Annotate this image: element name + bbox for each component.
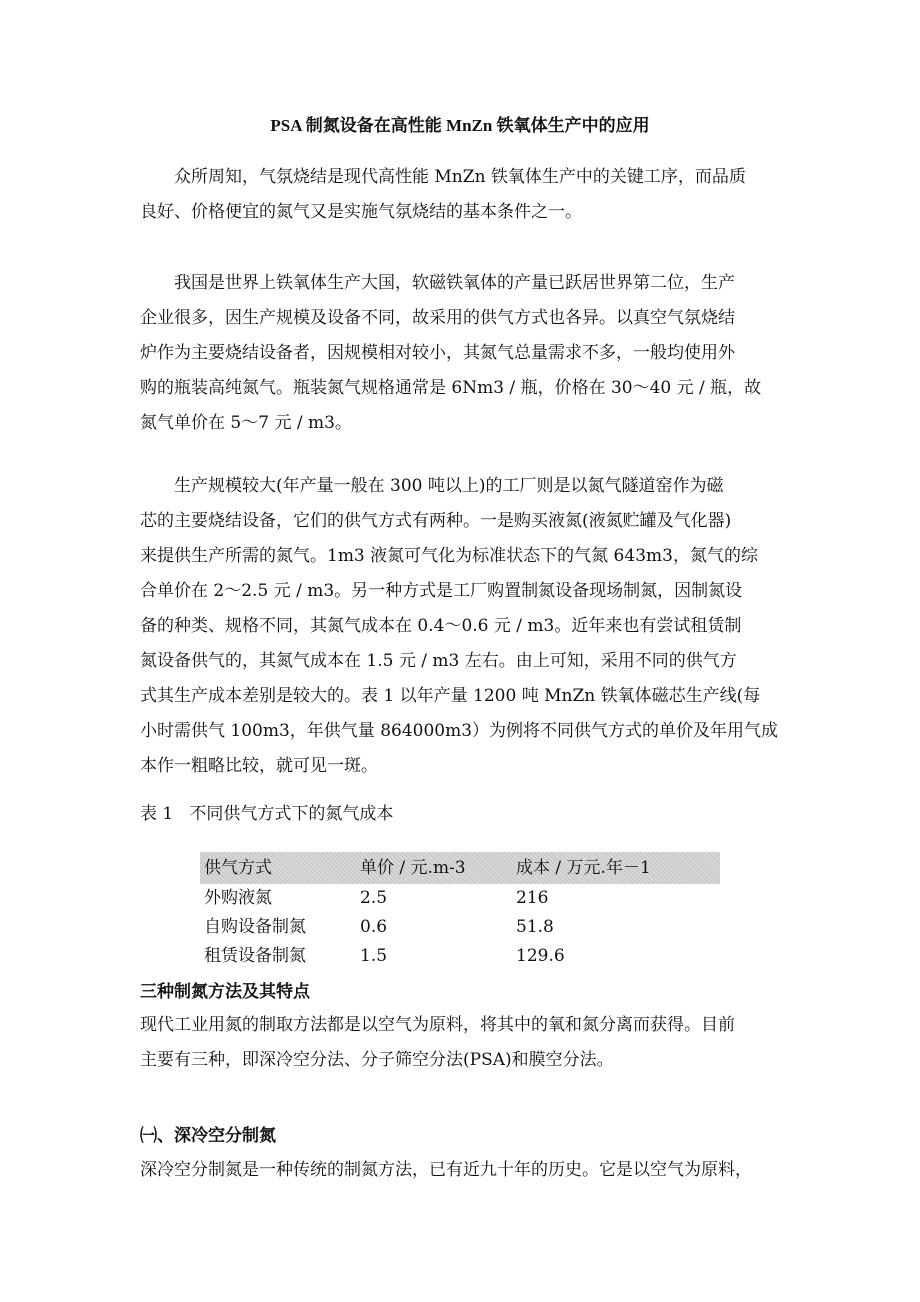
- table-cell: 129.6: [516, 946, 565, 966]
- paragraph-line: 深冷空分制氮是一种传统的制氮方法，已有近九十年的历史。它是以空气为原料，: [140, 1160, 752, 1180]
- table-cell: 租赁设备制氮: [204, 946, 306, 966]
- table-cell: 51.8: [516, 917, 554, 937]
- paragraph-line: 芯的主要烧结设备，它们的供气方式有两种。一是购买液氮(液氮贮罐及气化器): [140, 511, 732, 531]
- table-header-cell: 供气方式: [204, 858, 272, 878]
- paragraph-line: 我国是世界上铁氧体生产大国，软磁铁氧体的产量已跃居世界第二位，生产: [174, 273, 735, 293]
- paragraph-line: 炉作为主要烧结设备者，因规模相对较小，其氮气总量需求不多，一般均使用外: [140, 343, 735, 363]
- table-caption: 表 1 不同供气方式下的氮气成本: [140, 804, 394, 824]
- paragraph-line: 众所周知，气氛烧结是现代高性能 MnZn 铁氧体生产中的关键工序，而品质: [174, 167, 746, 187]
- paragraph-line: 式其生产成本差别是较大的。表 1 以年产量 1200 吨 MnZn 铁氧体磁芯生产线(每: [140, 686, 761, 706]
- table-row: [200, 884, 720, 913]
- paragraph-industry: [140, 266, 790, 441]
- paragraph-line: 合单价在 2～2.5 元 / m3。另一种方式是工厂购置制氮设备现场制氮，因制氮设: [140, 581, 743, 601]
- table-cell: 1.5: [360, 946, 388, 966]
- section-heading: 三种制氮方法及其特点: [140, 982, 310, 1002]
- table-cell: 0.6: [360, 917, 388, 937]
- table-header-row: [200, 852, 720, 884]
- paragraph-line: 现代工业用氮的制取方法都是以空气为原料，将其中的氧和氮分离而获得。目前: [140, 1015, 735, 1035]
- paragraph-supply: [140, 469, 790, 784]
- paragraph-line: 企业很多，因生产规模及设备不同，故采用的供气方式也各异。以真空气氛烧结: [140, 308, 735, 328]
- table-cell: 216: [516, 888, 549, 908]
- table-cell: 2.5: [360, 888, 388, 908]
- paragraph-line: 备的种类、规格不同，其氮气成本在 0.4～0.6 元 / m3。近年来也有尝试租赁制: [140, 616, 742, 636]
- document-title: PSA 制氮设备在高性能 MnZn 铁氧体生产中的应用: [270, 116, 650, 135]
- table-header-cell: 成本 / 万元.年－1: [516, 858, 651, 878]
- subsection-heading: ㈠、深冷空分制氮: [140, 1126, 276, 1146]
- paragraph-line: 小时需供气 100m3，年供气量 864000m3）为例将不同供气方式的单价及年用气成: [140, 721, 779, 741]
- table-row: [200, 942, 720, 971]
- table-cell: 外购液氮: [204, 888, 272, 908]
- table-cell: 自购设备制氮: [204, 917, 306, 937]
- paragraph-cryogenic: [140, 1153, 790, 1188]
- paragraph-line: 主要有三种，即深冷空分法、分子筛空分法(PSA)和膜空分法。: [140, 1050, 614, 1070]
- paragraph-line: 本作一粗略比较，就可见一斑。: [140, 756, 378, 776]
- paragraph-line: 来提供生产所需的氮气。1m3 液氮可气化为标准状态下的气氮 643m3，氮气的综: [140, 546, 758, 566]
- paragraph-intro: [140, 160, 790, 230]
- paragraph-line: 氮气单价在 5～7 元 / m3。: [140, 413, 352, 433]
- paragraph-line: 生产规模较大(年产量一般在 300 吨以上)的工厂则是以氮气隧道窑作为磁: [174, 476, 724, 496]
- table-row: [200, 913, 720, 942]
- table-header-cell: 单价 / 元.m-3: [360, 858, 466, 878]
- paragraph-methods: [140, 1008, 790, 1078]
- paragraph-line: 良好、价格便宜的氮气又是实施气氛烧结的基本条件之一。: [140, 202, 582, 222]
- cost-table: [200, 852, 720, 971]
- paragraph-line: 氮设备供气的，其氮气成本在 1.5 元 / m3 左右。由上可知，采用不同的供气方: [140, 651, 737, 671]
- paragraph-line: 购的瓶装高纯氮气。瓶装氮气规格通常是 6Nm3 / 瓶，价格在 30～40 元 / 瓶，故: [140, 378, 762, 398]
